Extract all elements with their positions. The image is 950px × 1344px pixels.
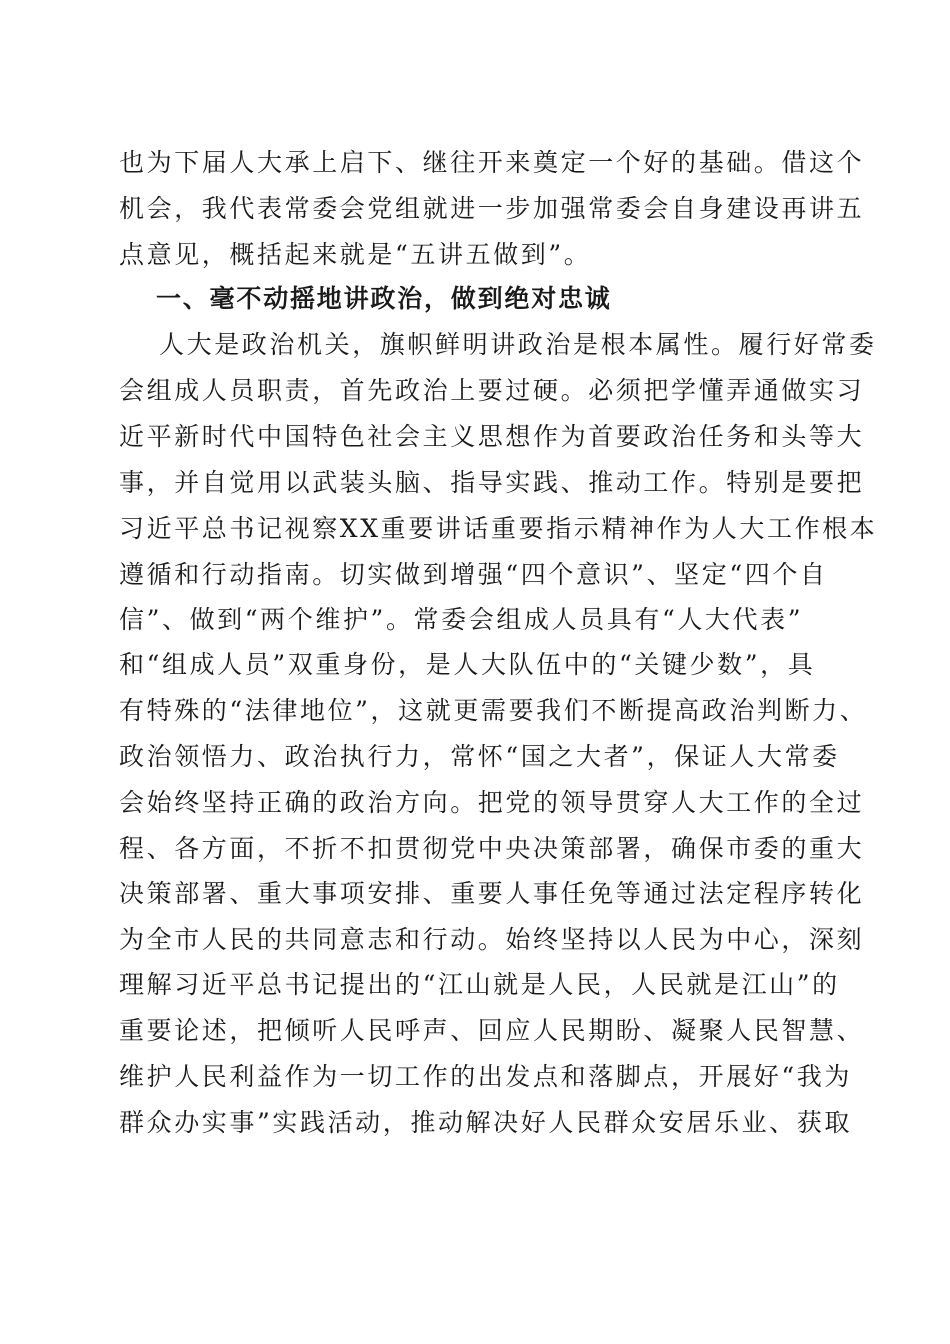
paragraph-line: 政治领悟力、政治执行力，常怀“国之大者”，保证人大常委 — [119, 742, 840, 771]
paragraph-line: 遵循和行动指南。切实做到增强“四个意识”、坚定“四个自 — [119, 560, 828, 589]
paragraph-line: 会组成人员职责，首先政治上要过硬。必须把学懂弄通做实习 — [119, 376, 865, 405]
paragraph-line: 和“组成人员”双重身份，是人大队伍中的“关键少数”，具 — [119, 650, 816, 679]
paragraph-line: 点意见，概括起来就是“五讲五做到”。 — [119, 240, 592, 269]
paragraph-line: 事，并自觉用以武装头脑、指导实践、推动工作。特别是要把 — [119, 468, 865, 497]
paragraph-line: 维护人民利益作为一切工作的出发点和落脚点，开展好“我为 — [119, 1062, 852, 1091]
paragraph-line: 习近平总书记视察XX重要讲话重要指示精神作为人大工作根本 — [119, 514, 878, 543]
paragraph-line: 程、各方面，不折不扣贯彻党中央决策部署，确保市委的重大 — [119, 834, 865, 863]
paragraph-line: 理解习近平总书记提出的“江山就是人民，人民就是江山”的 — [119, 970, 840, 999]
paragraph-line: 重要论述，把倾听人民呼声、回应人民期盼、凝聚人民智慧、 — [119, 1016, 865, 1045]
paragraph-line: 机会，我代表常委会党组就进一步加强常委会自身建设再讲五 — [119, 194, 865, 223]
paragraph-line: 有特殊的“法律地位”，这就更需要我们不断提高政治判断力、 — [119, 696, 868, 725]
paragraph-line: 人大是政治机关，旗帜鲜明讲政治是根本属性。履行好常委 — [159, 330, 877, 359]
paragraph-line: 为全市人民的共同意志和行动。始终坚持以人民为中心，深刻 — [119, 925, 865, 954]
section-heading: 一、毫不动摇地讲政治，做到绝对忠诚 — [156, 284, 612, 313]
paragraph-line: 信”、做到“两个维护”。常委会组成人员具有“人大代表” — [119, 605, 804, 634]
paragraph-line: 决策部署、重大事项安排、重要人事任免等通过法定程序转化 — [119, 879, 865, 908]
paragraph-line: 会始终坚持正确的政治方向。把党的领导贯穿人大工作的全过 — [119, 788, 865, 817]
paragraph-line: 也为下届人大承上启下、继往开来奠定一个好的基础。借这个 — [119, 148, 865, 177]
paragraph-line: 近平新时代中国特色社会主义思想作为首要政治任务和头等大 — [119, 422, 865, 451]
paragraph-line: 群众办实事”实践活动，推动解决好人民群众安居乐业、获取 — [119, 1108, 852, 1137]
